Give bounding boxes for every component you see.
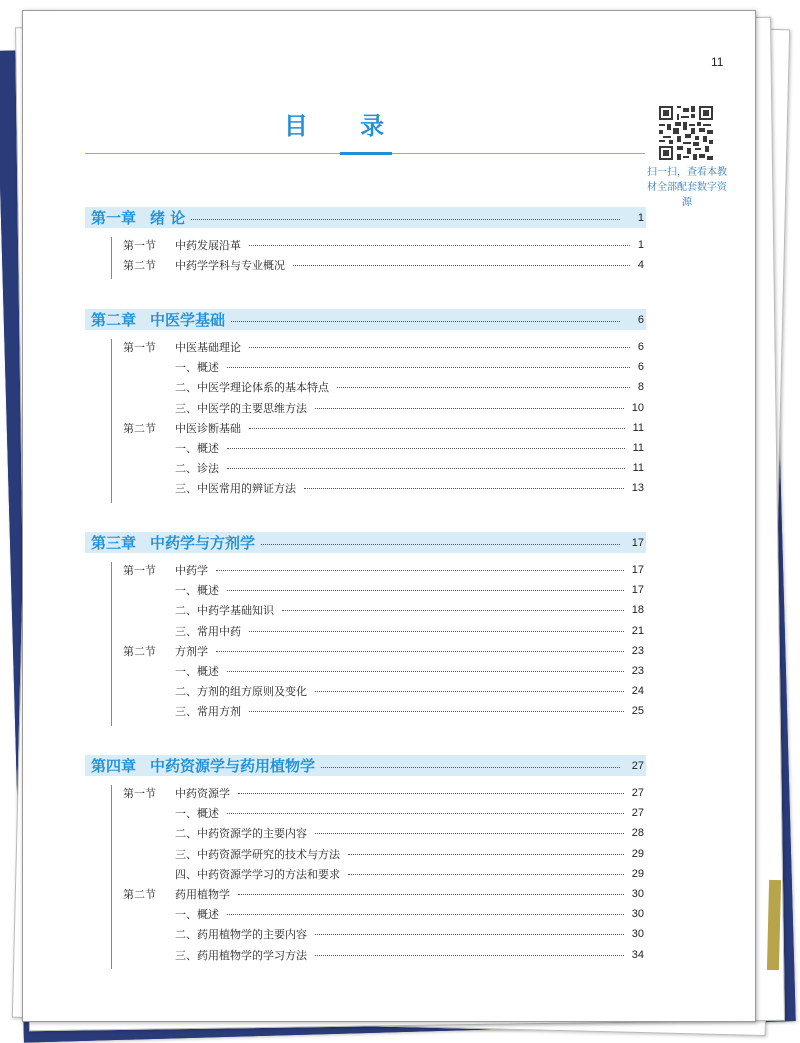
dot-leader (249, 245, 630, 246)
entry-page-number: 27 (631, 787, 644, 799)
entry-page-number: 30 (631, 928, 644, 941)
title-accent-bar (340, 152, 392, 155)
subsection-title: 一、概述 (175, 361, 219, 375)
section-label: 第一节 (123, 564, 156, 577)
cover-edge (767, 880, 781, 970)
entry-page-number: 29 (631, 867, 644, 880)
entry-page-number: 29 (631, 847, 644, 860)
entry-page-number: 30 (631, 888, 644, 900)
toc-section-row[interactable] (85, 235, 646, 255)
toc-section-row[interactable] (85, 255, 646, 275)
dot-leader (227, 448, 625, 449)
dot-leader (238, 894, 624, 895)
toc-subsection-row[interactable] (85, 701, 646, 721)
toc-subsection-row[interactable] (85, 458, 646, 478)
toc-subsection-row[interactable] (85, 945, 646, 965)
dot-leader (227, 813, 624, 814)
dot-leader (216, 651, 624, 652)
dot-leader (348, 874, 624, 875)
dot-leader (321, 767, 620, 768)
chapter-page-number: 27 (631, 759, 644, 772)
toc-subsection-row[interactable] (85, 904, 646, 924)
section-title: 中药学 (175, 564, 208, 577)
dot-leader (231, 321, 620, 322)
chapter-title: 绪 论 (150, 209, 186, 227)
chapter-title: 中医学基础 (150, 311, 226, 329)
section-title: 中医诊断基础 (175, 421, 241, 435)
toc-section-row[interactable] (85, 337, 646, 357)
toc-subsection-row[interactable] (85, 823, 646, 843)
entry-page-number: 30 (631, 908, 644, 921)
section-label: 第二节 (123, 259, 156, 273)
entry-page-number: 18 (631, 604, 644, 617)
dot-leader (315, 955, 624, 956)
entry-page-number: 11 (632, 442, 644, 454)
dot-leader (348, 854, 624, 855)
subsection-title: 一、概述 (175, 584, 219, 598)
section-label: 第一节 (123, 341, 156, 354)
dot-leader (249, 711, 624, 712)
section-label: 第二节 (123, 888, 156, 901)
dot-leader (315, 934, 624, 935)
qr-code-icon[interactable] (657, 104, 715, 162)
subsection-title: 二、中药学基础知识 (175, 604, 274, 618)
toc-section-row[interactable] (85, 641, 646, 661)
section-title: 中医基础理论 (175, 341, 241, 354)
section-title: 中药发展沿革 (175, 239, 241, 252)
entry-page-number: 23 (631, 644, 644, 657)
entry-page-number: 25 (631, 705, 644, 718)
subsection-title: 二、中医学理论体系的基本特点 (175, 381, 329, 395)
subsection-title: 三、常用中药 (175, 624, 241, 638)
section-title: 方剂学 (175, 644, 208, 658)
entry-page-number: 21 (631, 624, 644, 637)
section-label: 第一节 (123, 239, 156, 252)
chapter-page-number: 6 (637, 313, 644, 326)
subsection-title: 二、诊法 (175, 462, 219, 476)
chapter-label: 第一章 (91, 209, 137, 227)
dot-leader (293, 265, 630, 266)
entry-page-number: 24 (631, 685, 644, 698)
entry-page-number: 10 (631, 401, 644, 414)
dot-leader (337, 387, 630, 388)
dot-leader (216, 570, 624, 571)
toc-section-row[interactable] (85, 783, 646, 803)
dot-leader (227, 914, 624, 915)
toc-section-row[interactable] (85, 884, 646, 904)
subsection-title: 三、中医常用的辨证方法 (175, 482, 296, 496)
entry-page-number: 23 (631, 665, 644, 677)
dot-leader (249, 347, 630, 348)
entry-page-number: 27 (631, 807, 644, 820)
toc-subsection-row[interactable] (85, 924, 646, 944)
section-title: 中药学学科与专业概况 (175, 259, 285, 273)
page-title: 目 录 (283, 112, 407, 140)
entry-page-number: 6 (637, 341, 644, 353)
subsection-title: 二、方剂的组方原则及变化 (175, 685, 307, 699)
section-label: 第二节 (123, 421, 156, 435)
toc-subsection-row[interactable] (85, 357, 646, 377)
dot-leader (227, 590, 624, 591)
qr-caption: 扫一扫，查看本教材全部配套数字资源 (647, 167, 727, 208)
subsection-title: 一、概述 (175, 665, 219, 678)
dot-leader (227, 468, 625, 469)
subsection-title: 三、常用方剂 (175, 705, 241, 719)
subsection-title: 四、中药资源学学习的方法和要求 (175, 867, 340, 881)
chapter-heading[interactable] (85, 207, 646, 228)
entry-page-number: 1 (637, 239, 644, 251)
toc-subsection-row[interactable] (85, 438, 646, 458)
chapter-label: 第三章 (91, 534, 137, 552)
chapter-heading[interactable] (85, 532, 646, 553)
subsection-title: 一、概述 (175, 807, 219, 821)
dot-leader (315, 833, 624, 834)
entry-page-number: 4 (637, 259, 644, 272)
dot-leader (315, 691, 624, 692)
chapter-page-number: 1 (637, 211, 644, 224)
entry-page-number: 17 (631, 584, 644, 597)
entry-page-number: 13 (631, 482, 644, 495)
section-label: 第一节 (123, 787, 156, 800)
chapter-label: 第四章 (91, 757, 137, 775)
dot-leader (304, 488, 624, 489)
toc-section-row[interactable] (85, 560, 646, 580)
toc-subsection-row[interactable] (85, 844, 646, 864)
toc-subsection-row[interactable] (85, 864, 646, 884)
toc-subsection-row[interactable] (85, 600, 646, 620)
entry-page-number: 17 (631, 564, 644, 576)
toc-subsection-row[interactable] (85, 803, 646, 823)
toc-subsection-row[interactable] (85, 580, 646, 600)
chapter-heading[interactable] (85, 309, 646, 330)
subsection-title: 三、中医学的主要思维方法 (175, 401, 307, 415)
chapter-heading[interactable] (85, 755, 646, 776)
toc-subsection-row[interactable] (85, 398, 646, 418)
toc-subsection-row[interactable] (85, 478, 646, 498)
section-title: 药用植物学 (175, 888, 230, 901)
toc-page (22, 10, 756, 1022)
dot-leader (261, 544, 620, 545)
section-label: 第二节 (123, 644, 156, 658)
toc-subsection-row[interactable] (85, 377, 646, 397)
dot-leader (191, 219, 620, 220)
dot-leader (227, 367, 630, 368)
entry-page-number: 11 (632, 462, 644, 475)
toc-subsection-row[interactable] (85, 621, 646, 641)
dot-leader (227, 671, 624, 672)
entry-page-number: 28 (631, 827, 644, 840)
page-number: 11 (711, 55, 724, 69)
entry-page-number: 8 (637, 381, 644, 394)
section-title: 中药资源学 (175, 787, 230, 800)
dot-leader (238, 793, 624, 794)
toc-subsection-row[interactable] (85, 681, 646, 701)
toc-section-row[interactable] (85, 418, 646, 438)
chapter-title: 中药学与方剂学 (150, 534, 256, 552)
dot-leader (249, 428, 625, 429)
subsection-title: 三、中药资源学研究的技术与方法 (175, 847, 340, 861)
subsection-title: 二、中药资源学的主要内容 (175, 827, 307, 841)
subsection-title: 三、药用植物学的学习方法 (175, 948, 307, 962)
subsection-title: 一、概述 (175, 442, 219, 455)
chapter-title: 中药资源学与药用植物学 (150, 757, 316, 775)
dot-leader (315, 408, 624, 409)
toc-subsection-row[interactable] (85, 661, 646, 681)
entry-page-number: 11 (632, 421, 644, 434)
subsection-title: 二、药用植物学的主要内容 (175, 928, 307, 942)
subsection-title: 一、概述 (175, 908, 219, 922)
entry-page-number: 34 (631, 948, 644, 961)
chapter-page-number: 17 (631, 536, 644, 549)
dot-leader (282, 610, 624, 611)
dot-leader (249, 631, 624, 632)
chapter-label: 第二章 (91, 311, 137, 329)
entry-page-number: 6 (637, 361, 644, 374)
